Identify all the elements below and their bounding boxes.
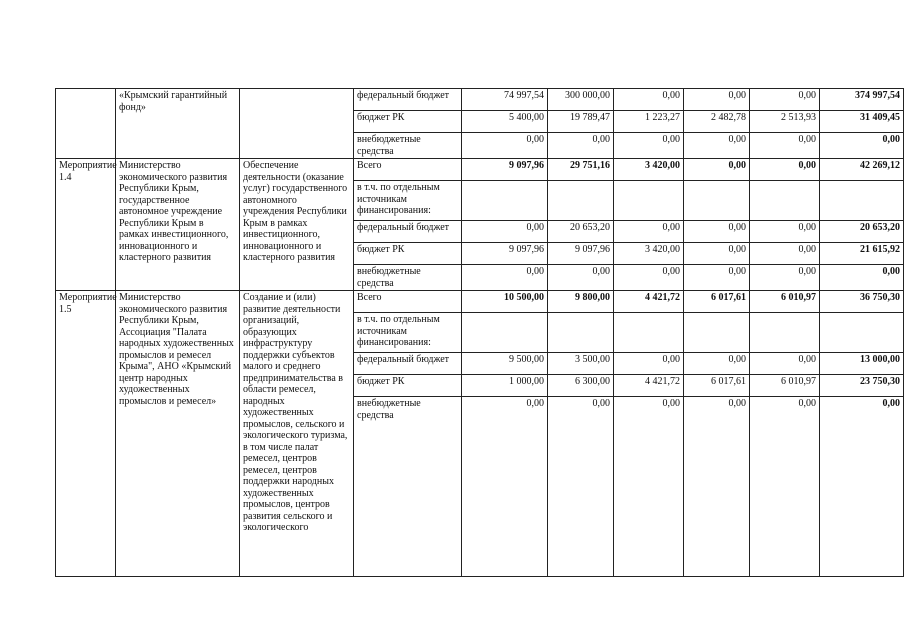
funding-source-cell: федеральный бюджет bbox=[354, 89, 462, 111]
year-value-cell: 0,00 bbox=[614, 89, 684, 111]
year-value-cell: 4 421,72 bbox=[614, 291, 684, 313]
year-value-cell: 5 400,00 bbox=[462, 111, 548, 133]
year-value-cell bbox=[750, 313, 820, 353]
table-row bbox=[56, 159, 904, 181]
table-body bbox=[56, 89, 904, 577]
year-value-cell: 0,00 bbox=[750, 265, 820, 291]
year-value-cell: 9 097,96 bbox=[462, 159, 548, 181]
year-value-cell bbox=[750, 181, 820, 221]
year-value-cell bbox=[462, 313, 548, 353]
year-value-cell: 0,00 bbox=[684, 243, 750, 265]
funding-source-cell: федеральный бюджет bbox=[354, 353, 462, 375]
funding-source-cell: внебюджетные средства bbox=[354, 397, 462, 577]
year-value-cell: 0,00 bbox=[548, 133, 614, 159]
year-value-cell: 20 653,20 bbox=[548, 221, 614, 243]
executor-cell: Министерство экономического развития Республики Крым, Ассоциация "Палата народных художественных промыслов и ремесел Крыма", АНО «Крымский центр народных художественных промыслов и ремесел» bbox=[116, 291, 240, 577]
total-value-cell: 42 269,12 bbox=[820, 159, 904, 181]
year-value-cell: 0,00 bbox=[684, 133, 750, 159]
total-value-cell: 0,00 bbox=[820, 397, 904, 577]
year-value-cell: 0,00 bbox=[548, 265, 614, 291]
year-value-cell: 0,00 bbox=[462, 221, 548, 243]
year-value-cell: 0,00 bbox=[750, 221, 820, 243]
total-value-cell bbox=[820, 313, 904, 353]
year-value-cell: 10 500,00 bbox=[462, 291, 548, 313]
year-value-cell: 74 997,54 bbox=[462, 89, 548, 111]
year-value-cell: 0,00 bbox=[750, 159, 820, 181]
year-value-cell: 0,00 bbox=[750, 397, 820, 577]
year-value-cell: 0,00 bbox=[462, 133, 548, 159]
measure-number-cell: Мероприятие 1.4 bbox=[56, 159, 116, 291]
year-value-cell: 6 017,61 bbox=[684, 375, 750, 397]
year-value-cell: 19 789,47 bbox=[548, 111, 614, 133]
year-value-cell: 9 097,96 bbox=[548, 243, 614, 265]
year-value-cell: 0,00 bbox=[684, 397, 750, 577]
year-value-cell: 9 097,96 bbox=[462, 243, 548, 265]
year-value-cell: 2 482,78 bbox=[684, 111, 750, 133]
measure-number-cell: Мероприятие 1.5 bbox=[56, 291, 116, 577]
total-value-cell: 0,00 bbox=[820, 133, 904, 159]
year-value-cell: 6 010,97 bbox=[750, 375, 820, 397]
description-cell bbox=[240, 89, 354, 159]
year-value-cell: 3 500,00 bbox=[548, 353, 614, 375]
year-value-cell bbox=[548, 313, 614, 353]
year-value-cell: 0,00 bbox=[684, 159, 750, 181]
year-value-cell bbox=[684, 313, 750, 353]
year-value-cell: 0,00 bbox=[750, 243, 820, 265]
year-value-cell: 1 223,27 bbox=[614, 111, 684, 133]
total-value-cell: 21 615,92 bbox=[820, 243, 904, 265]
total-value-cell: 31 409,45 bbox=[820, 111, 904, 133]
executor-cell: «Крымский гарантийный фонд» bbox=[116, 89, 240, 159]
year-value-cell: 0,00 bbox=[684, 353, 750, 375]
year-value-cell: 6 017,61 bbox=[684, 291, 750, 313]
year-value-cell: 0,00 bbox=[750, 133, 820, 159]
year-value-cell: 9 800,00 bbox=[548, 291, 614, 313]
year-value-cell: 3 420,00 bbox=[614, 243, 684, 265]
funding-source-cell: бюджет РК bbox=[354, 111, 462, 133]
funding-source-cell: Всего bbox=[354, 291, 462, 313]
year-value-cell: 6 010,97 bbox=[750, 291, 820, 313]
funding-source-cell: бюджет РК bbox=[354, 375, 462, 397]
funding-source-cell: внебюджетные средства bbox=[354, 133, 462, 159]
funding-source-cell: федеральный бюджет bbox=[354, 221, 462, 243]
year-value-cell: 0,00 bbox=[462, 265, 548, 291]
year-value-cell bbox=[684, 181, 750, 221]
year-value-cell bbox=[548, 181, 614, 221]
year-value-cell: 0,00 bbox=[614, 221, 684, 243]
year-value-cell: 0,00 bbox=[684, 265, 750, 291]
total-value-cell: 13 000,00 bbox=[820, 353, 904, 375]
table-row bbox=[56, 89, 904, 111]
year-value-cell bbox=[614, 181, 684, 221]
year-value-cell: 29 751,16 bbox=[548, 159, 614, 181]
year-value-cell: 9 500,00 bbox=[462, 353, 548, 375]
funding-source-cell: в т.ч. по отдельным источникам финансирования: bbox=[354, 313, 462, 353]
description-cell: Создание и (или) развитие деятельности организаций, образующих инфраструктуру поддержки субъектов малого и среднего предпринимательства в области ремесел, народных художественных промыслов, сельского и экологического туризма, в том числе палат ремесел, центров ремесел, центров поддержки народных художественных промыслов, центров развития сельского и экологического bbox=[240, 291, 354, 577]
year-value-cell: 0,00 bbox=[614, 265, 684, 291]
year-value-cell: 0,00 bbox=[750, 89, 820, 111]
year-value-cell: 0,00 bbox=[684, 221, 750, 243]
funding-source-cell: Всего bbox=[354, 159, 462, 181]
year-value-cell: 0,00 bbox=[614, 397, 684, 577]
total-value-cell: 23 750,30 bbox=[820, 375, 904, 397]
total-value-cell bbox=[820, 181, 904, 221]
year-value-cell: 0,00 bbox=[548, 397, 614, 577]
funding-source-cell: бюджет РК bbox=[354, 243, 462, 265]
year-value-cell: 0,00 bbox=[462, 397, 548, 577]
year-value-cell: 300 000,00 bbox=[548, 89, 614, 111]
year-value-cell bbox=[462, 181, 548, 221]
year-value-cell: 6 300,00 bbox=[548, 375, 614, 397]
funding-source-cell: в т.ч. по отдельным источникам финансирования: bbox=[354, 181, 462, 221]
year-value-cell: 0,00 bbox=[750, 353, 820, 375]
total-value-cell: 374 997,54 bbox=[820, 89, 904, 111]
total-value-cell: 20 653,20 bbox=[820, 221, 904, 243]
year-value-cell: 4 421,72 bbox=[614, 375, 684, 397]
budget-table bbox=[55, 88, 904, 577]
year-value-cell: 1 000,00 bbox=[462, 375, 548, 397]
year-value-cell: 0,00 bbox=[614, 133, 684, 159]
year-value-cell: 0,00 bbox=[614, 353, 684, 375]
measure-number-cell bbox=[56, 89, 116, 159]
executor-cell: Министерство экономического развития Республики Крым, государственное автономное учреждение Республики Крым в рамках инвестиционного, инновационного и кластерного развития bbox=[116, 159, 240, 291]
description-cell: Обеспечение деятельности (оказание услуг) государственного автономного учреждения Республики Крым в рамках инвестиционного, инновационного и кластерного развития bbox=[240, 159, 354, 291]
total-value-cell: 36 750,30 bbox=[820, 291, 904, 313]
year-value-cell bbox=[614, 313, 684, 353]
year-value-cell: 2 513,93 bbox=[750, 111, 820, 133]
funding-source-cell: внебюджетные средства bbox=[354, 265, 462, 291]
table-row bbox=[56, 291, 904, 313]
total-value-cell: 0,00 bbox=[820, 265, 904, 291]
year-value-cell: 3 420,00 bbox=[614, 159, 684, 181]
year-value-cell: 0,00 bbox=[684, 89, 750, 111]
